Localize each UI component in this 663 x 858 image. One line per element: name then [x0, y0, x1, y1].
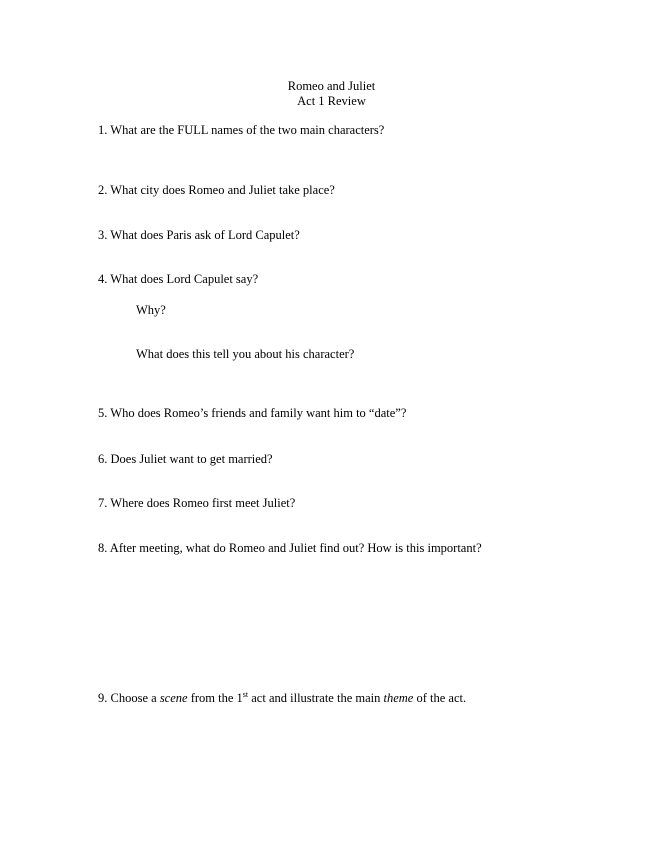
page-title: Romeo and Juliet: [287, 79, 376, 93]
question-4-sub-character: What does this tell you about his character?: [136, 347, 355, 361]
question-9-suffix: of the act.: [413, 691, 467, 705]
question-8: 8. After meeting, what do Romeo and Juliet find out? How is this important?: [98, 541, 482, 555]
question-9-ordinal: st: [242, 689, 249, 699]
question-4: 4. What does Lord Capulet say?: [98, 272, 259, 286]
question-9-theme: theme: [383, 691, 414, 705]
question-7: 7. Where does Romeo first meet Juliet?: [98, 496, 296, 510]
question-9-prefix: 9. Choose a: [98, 691, 160, 705]
question-2: 2. What city does Romeo and Juliet take place?: [98, 183, 335, 197]
question-9: [98, 691, 466, 706]
question-1: 1. What are the FULL names of the two main characters?: [98, 123, 385, 137]
question-9-mid1: from the 1: [187, 691, 243, 705]
page-subtitle: Act 1 Review: [297, 94, 366, 108]
question-4-sub-why: Why?: [136, 303, 166, 317]
question-5: 5. Who does Romeo’s friends and family want him to “date”?: [98, 406, 407, 420]
question-9-mid2: act and illustrate the main: [248, 691, 384, 705]
question-6: 6. Does Juliet want to get married?: [98, 452, 273, 466]
question-9-scene: scene: [159, 691, 188, 705]
question-3: 3. What does Paris ask of Lord Capulet?: [98, 228, 300, 242]
